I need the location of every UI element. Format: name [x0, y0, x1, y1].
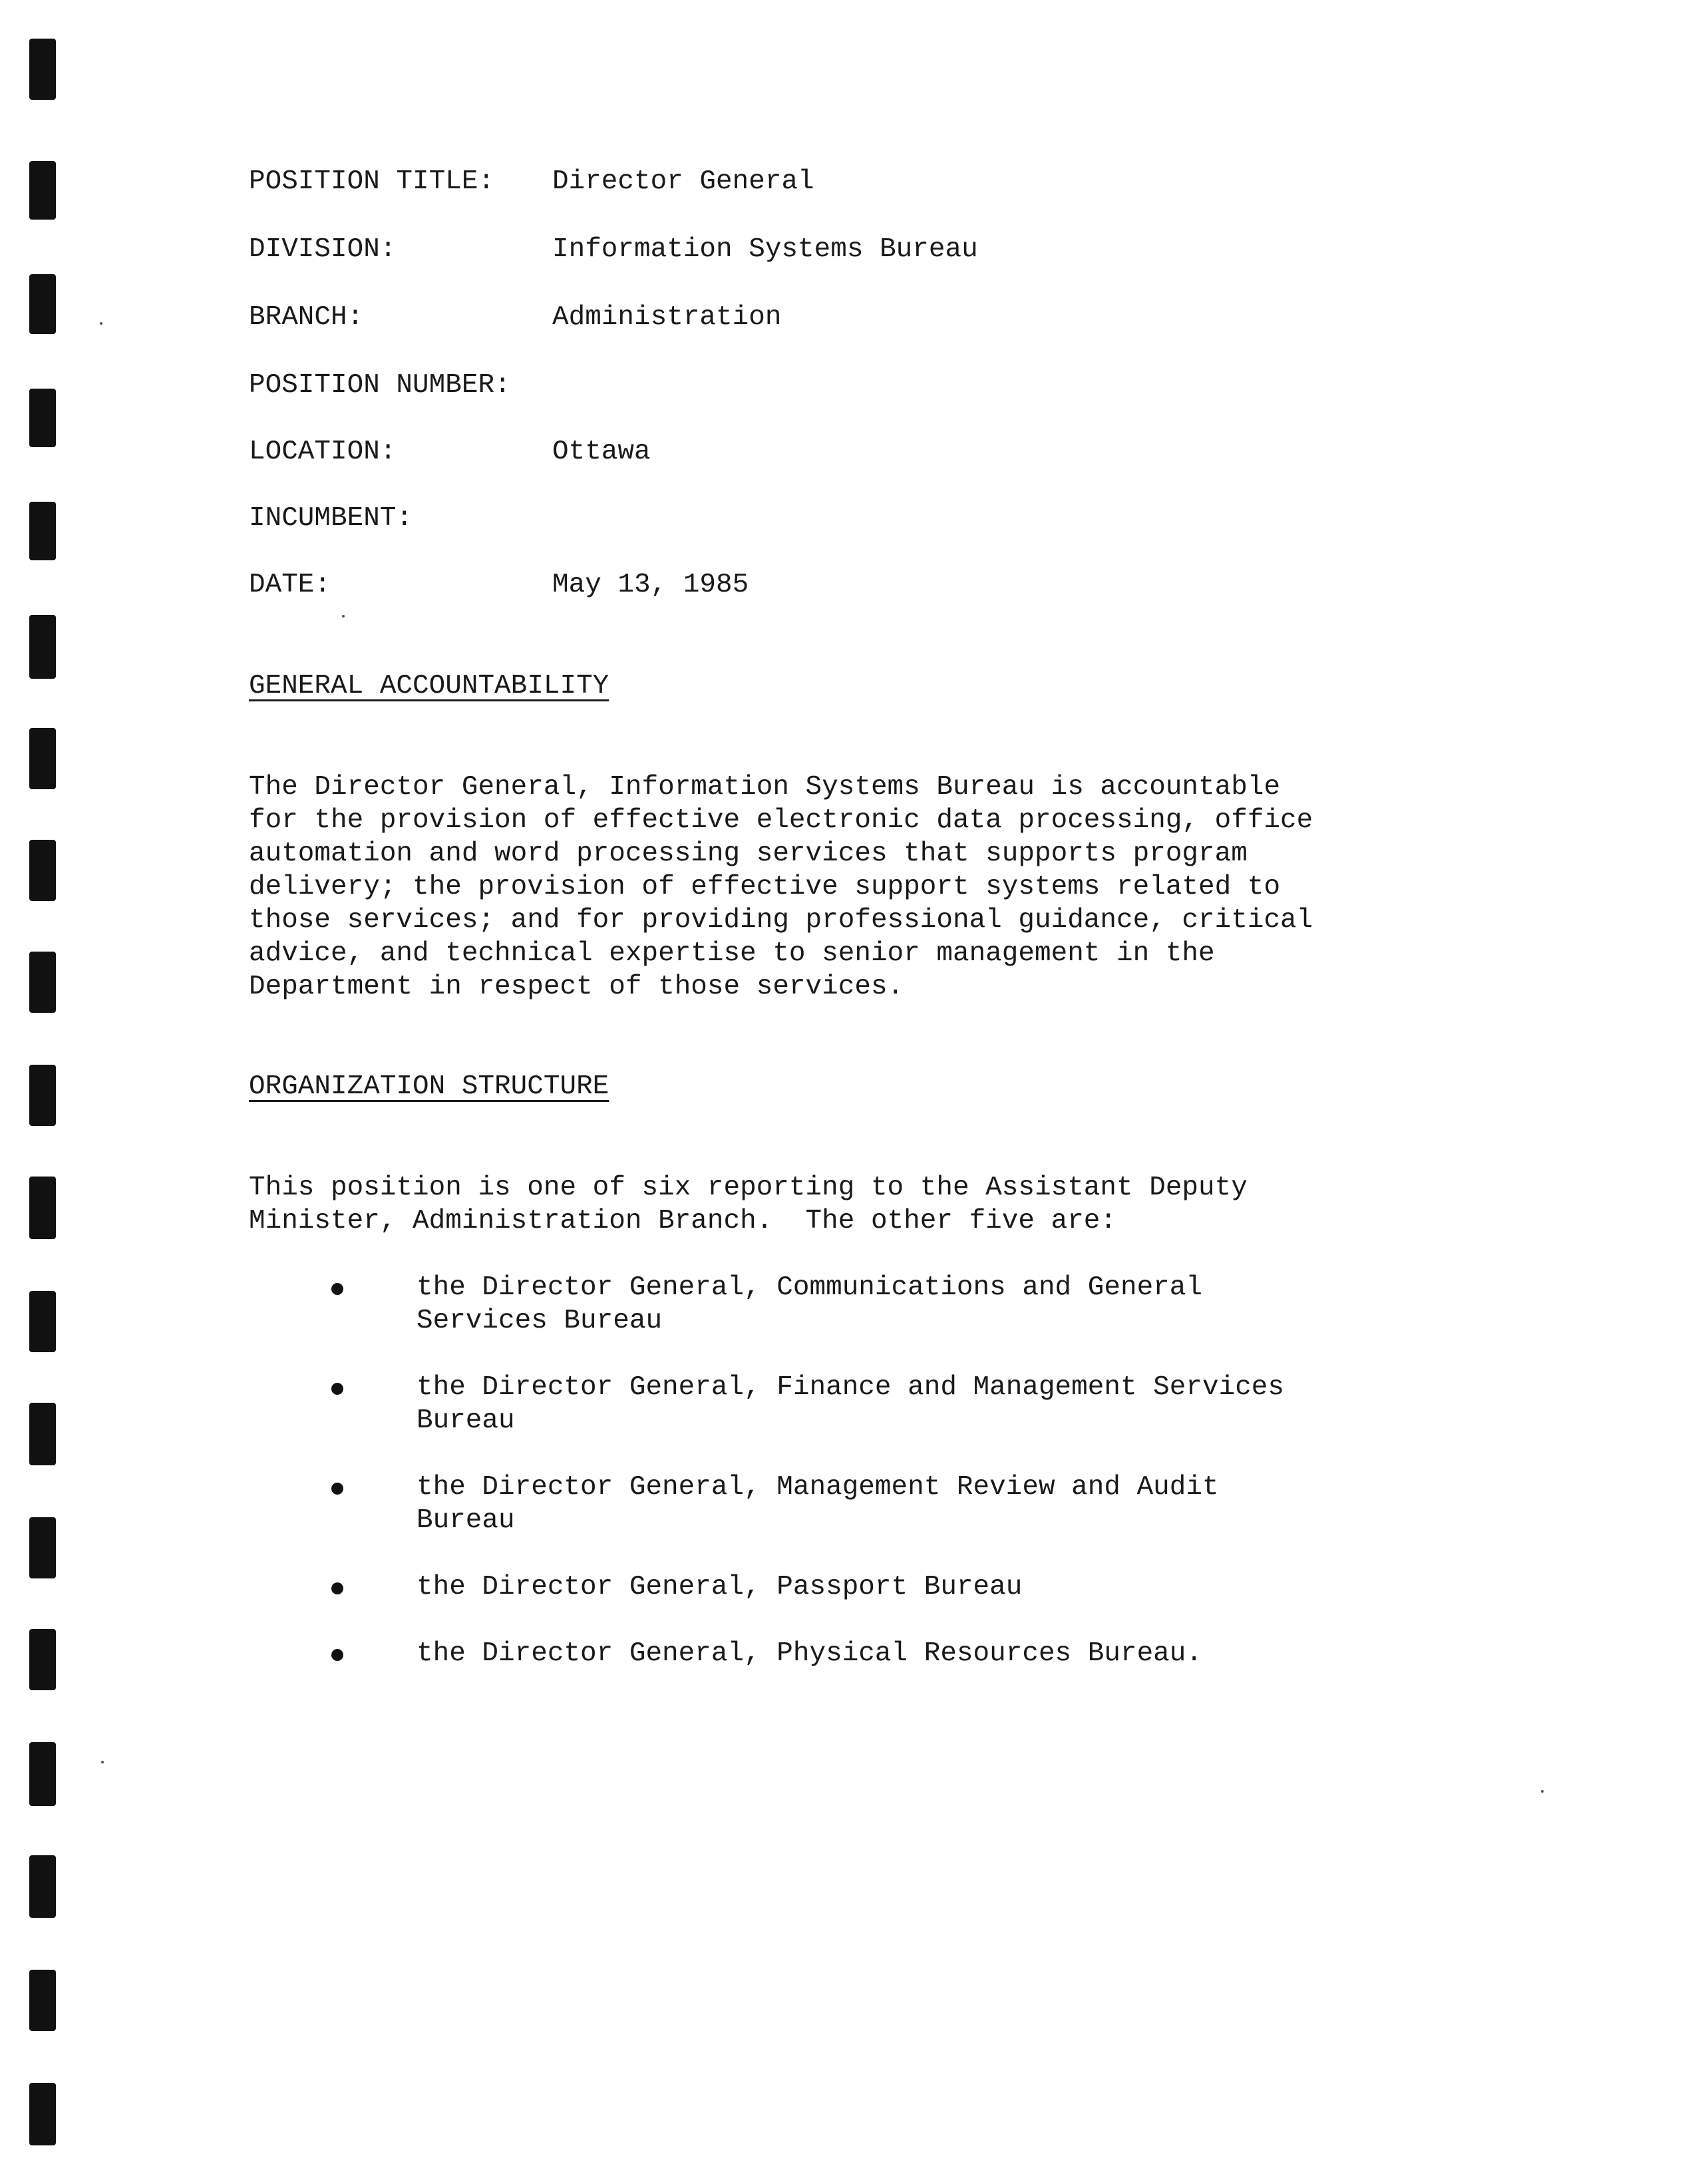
field-position-number: [249, 369, 511, 402]
bullet-icon: [331, 1582, 343, 1594]
punch-mark: [29, 952, 56, 1013]
punch-mark: [29, 502, 56, 560]
binder-punch-strip: [29, 0, 56, 2184]
field-branch: [249, 301, 782, 334]
field-value: Ottawa: [552, 437, 651, 467]
punch-mark: [29, 39, 56, 100]
field-location: [249, 435, 651, 468]
field-value: May 13, 1985: [552, 570, 749, 600]
punch-mark: [29, 161, 56, 220]
list-item: [249, 1471, 1380, 1537]
section-heading-general-accountability: GENERAL ACCOUNTABILITY: [249, 671, 609, 701]
bullet-text: the Director General, Communications and General Services Bureau: [417, 1272, 1202, 1336]
field-value: Director General: [552, 166, 814, 197]
scan-speck: [1541, 1790, 1544, 1793]
field-label: BRANCH:: [249, 302, 364, 333]
scan-speck: [100, 322, 102, 325]
general-accountability-text: The Director General, Information Systems Bureau is accountable for the provision of effective electronic data processing, office automation and word processing services that supports program delivery; the provision of effective support systems related to those services; and for providing professional guidance, critical advice, and technical expertise to senior management in the Department in respect of those services.: [249, 772, 1313, 1002]
bullet-text: the Director General, Passport Bureau: [417, 1572, 1023, 1602]
punch-mark: [29, 1291, 56, 1352]
bullet-text: the Director General, Finance and Management Services Bureau: [417, 1372, 1285, 1436]
list-item: [249, 1371, 1380, 1437]
document-body: [249, 0, 1513, 1669]
list-item: [249, 1637, 1380, 1704]
punch-mark: [29, 1970, 56, 2031]
punch-mark: [29, 1742, 56, 1806]
punch-mark: [29, 2083, 56, 2145]
field-label: POSITION NUMBER:: [249, 370, 511, 401]
bullet-icon: [331, 1283, 343, 1295]
field-date: [249, 568, 749, 602]
punch-mark: [29, 1629, 56, 1690]
field-label: LOCATION:: [249, 437, 397, 467]
bullet-icon: [331, 1649, 343, 1661]
field-label: POSITION TITLE:: [249, 166, 495, 197]
bullet-text: the Director General, Management Review and Audit Bureau: [417, 1472, 1219, 1536]
field-label: DATE:: [249, 570, 331, 600]
punch-mark: [29, 615, 56, 679]
scan-speck: [101, 1761, 104, 1763]
list-item: [249, 1271, 1380, 1338]
bullet-icon: [331, 1383, 343, 1395]
field-label: INCUMBENT:: [249, 503, 413, 534]
punch-mark: [29, 389, 56, 447]
bullet-text: the Director General, Physical Resources Bureau.: [417, 1638, 1202, 1669]
punch-mark: [29, 1177, 56, 1239]
field-value: Information Systems Bureau: [552, 234, 978, 265]
punch-mark: [29, 1517, 56, 1578]
punch-mark: [29, 1403, 56, 1465]
punch-mark: [29, 1065, 56, 1126]
field-label: DIVISION:: [249, 234, 397, 265]
section-heading-organization-structure: ORGANIZATION STRUCTURE: [249, 1071, 609, 1102]
punch-mark: [29, 728, 56, 789]
field-position-title: [249, 165, 814, 198]
field-incumbent: [249, 502, 413, 535]
field-division: [249, 233, 978, 266]
punch-mark: [29, 1855, 56, 1918]
organization-structure-intro: This position is one of six reporting to the Assistant Deputy Minister, Administration Branch. The other five are:: [249, 1173, 1248, 1236]
punch-mark: [29, 274, 56, 334]
field-value: Administration: [552, 302, 782, 333]
list-item: [249, 1570, 1380, 1637]
punch-mark: [29, 840, 56, 901]
bullet-icon: [331, 1483, 343, 1495]
